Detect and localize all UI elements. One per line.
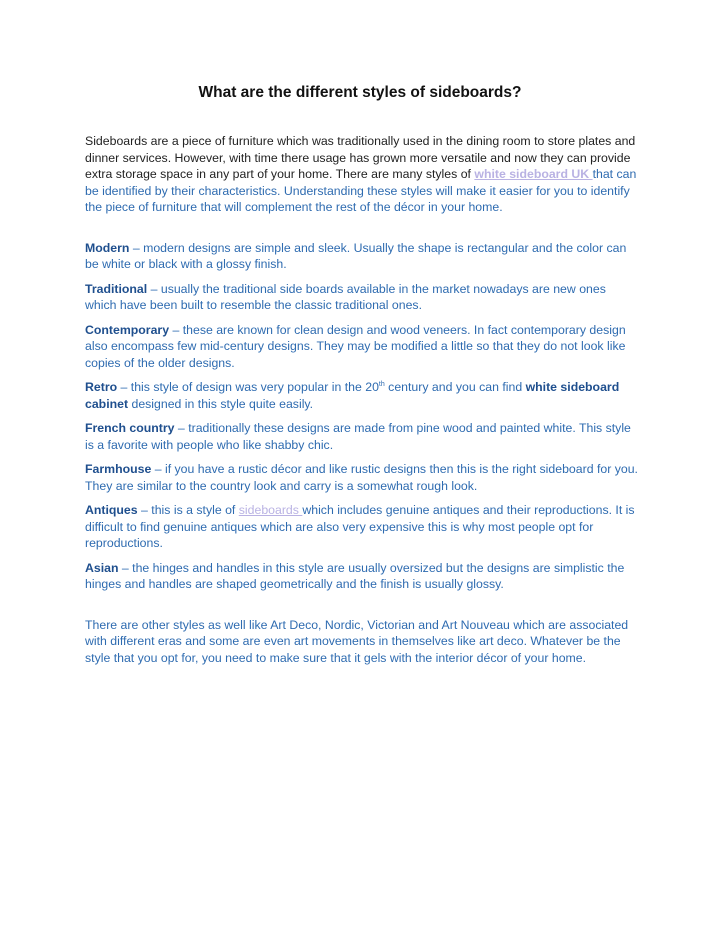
style-desc-antiques-1: – this is a style of xyxy=(137,503,239,517)
superscript-th: th xyxy=(378,380,385,388)
style-retro xyxy=(85,379,640,412)
style-desc-retro-1: – this style of design was very popular in the 20 xyxy=(117,380,379,394)
white-sideboard-cabinet-text: white sideboard cabinet xyxy=(85,380,620,411)
style-modern xyxy=(85,240,640,273)
intro-text-1: Sideboards are a piece of furniture which was traditionally used in the dining room to store plates and dinner services. However, with time there usage has grown more versatile and now they can provide extra storage space in any part of your home. There are many styles of xyxy=(85,134,636,181)
style-desc-french-country: – traditionally these designs are made from pine wood and painted white. This style is a favorite with people who like shabby chic. xyxy=(85,421,631,452)
outro-paragraph: There are other styles as well like Art Deco, Nordic, Victorian and Art Nouveau which are associated with different eras and some are even art movements in themselves like art deco. Whatever be the style that you opt for, you need to make sure that it gels with the interior décor of your home. xyxy=(85,617,629,665)
style-desc-retro-3: designed in this style quite easily. xyxy=(128,396,314,411)
style-farmhouse xyxy=(85,461,640,494)
style-term-farmhouse: Farmhouse xyxy=(85,462,152,476)
style-term-retro: Retro xyxy=(85,380,118,394)
style-traditional xyxy=(85,281,640,314)
style-desc-retro-2: century and you can find xyxy=(384,380,526,394)
style-term-antiques: Antiques xyxy=(85,503,138,517)
page-title: What are the different styles of sideboards? xyxy=(198,84,522,101)
style-desc-farmhouse: – if you have a rustic décor and like rustic designs then this is the right sideboard for you. They are similar to the country look and carry is a somewhat rough look. xyxy=(85,462,638,493)
intro-text-2: that can be identified by their characteristics. Understanding these styles will make it easier for you to identify the piece of furniture that will complement the rest of the décor in your home. xyxy=(85,167,637,214)
style-desc-asian: – the hinges and handles in this style are usually oversized but the designs are simplistic the hinges and handles are shaped geometrically and the finish is usually glossy. xyxy=(85,560,625,591)
style-term-french-country: French country xyxy=(85,421,175,435)
style-term-asian: Asian xyxy=(85,560,119,575)
style-desc-contemporary: – these are known for clean design and wood veneers. In fact contemporary design also encompass few mid-century designs. They may be modified a little so that they do not look like copies of the older designs. xyxy=(85,322,626,370)
style-desc-traditional: – usually the traditional side boards available in the market nowadays are new ones which have been built to resemble the classic traditional ones. xyxy=(85,281,606,312)
style-term-traditional: Traditional xyxy=(85,281,148,296)
document-body xyxy=(85,133,640,666)
sideboards-link[interactable]: sideboards xyxy=(238,503,303,517)
style-term-modern: Modern xyxy=(85,240,130,255)
style-french-country xyxy=(85,420,640,453)
style-asian xyxy=(85,560,640,593)
white-sideboard-uk-link[interactable]: white sideboard UK xyxy=(474,167,593,181)
intro-paragraph xyxy=(85,133,640,216)
style-term-contemporary: Contemporary xyxy=(85,322,170,337)
style-desc-antiques-2: which includes genuine antiques and their reproductions. It is difficult to find genuine antiques which are also very expensive this is why most people opt for reproductions. xyxy=(85,503,635,550)
style-antiques xyxy=(85,502,640,552)
style-desc-modern: – modern designs are simple and sleek. Usually the shape is rectangular and the color can be white or black with a glossy finish. xyxy=(85,240,627,271)
style-contemporary xyxy=(85,322,640,372)
